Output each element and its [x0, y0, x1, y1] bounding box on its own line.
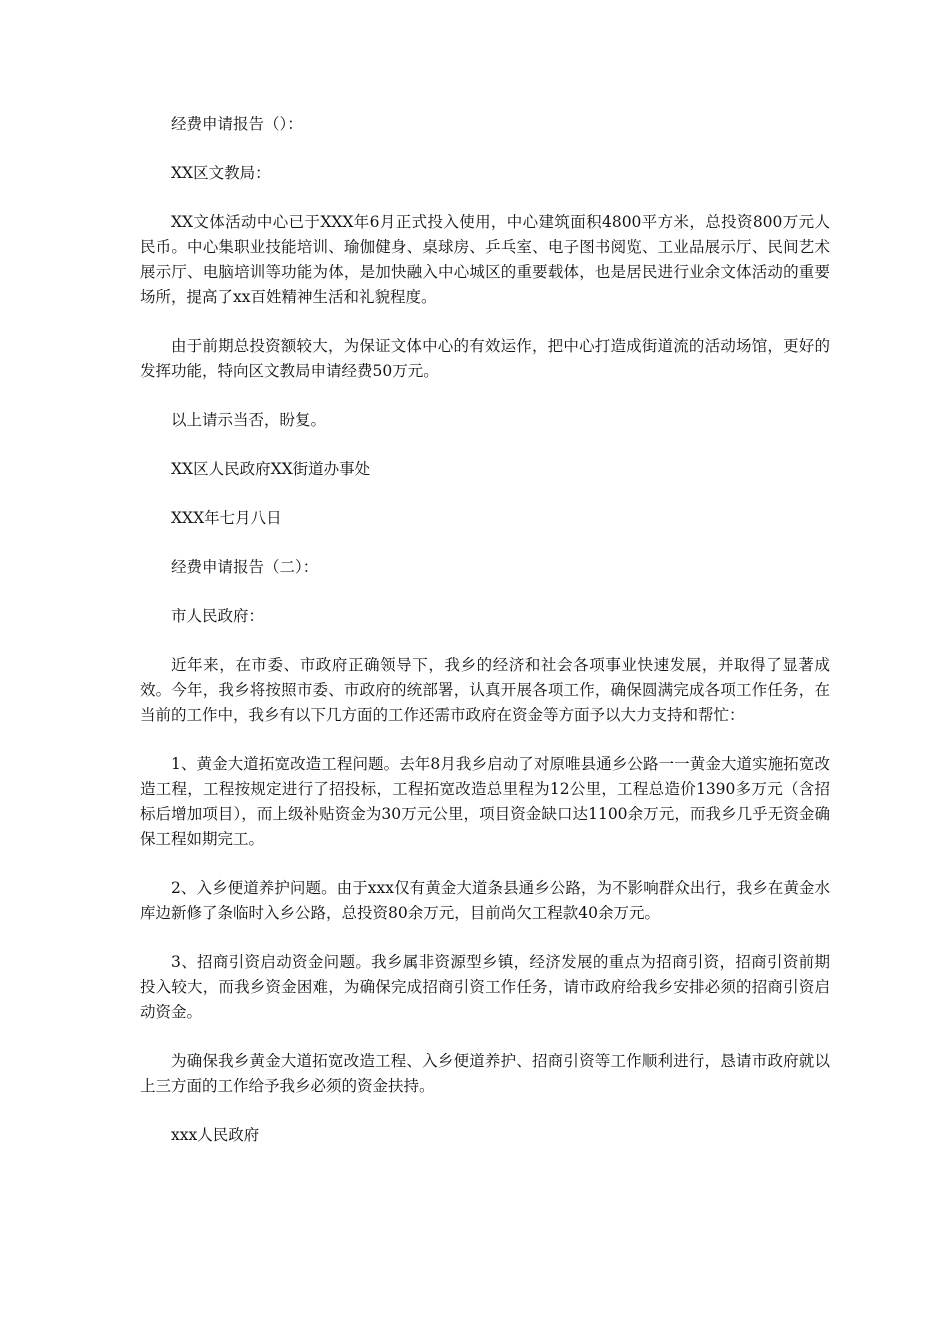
report-one-body-paragraph: 由于前期总投资额较大，为保证文体中心的有效运作，把中心打造成街道流的活动场馆，更好的发挥功能，特向区文教局申请经费50万元。 [140, 337, 830, 380]
report-one-closing: 以上请示当否，盼复。 [171, 411, 327, 429]
report-two-item-one: 1、黄金大道拓宽改造工程问题。去年8月我乡启动了对原唯县通乡公路一一黄金大道实施拓宽改造工程，工程按规定进行了招投标，工程拓宽改造总里程为12公里，工程总造价1390多万元（含招标后增加项目），而上级补贴资金为30万元公里，项目资金缺口达1100余万元，而我乡几乎无资金确保工程如期完工。 [140, 755, 830, 848]
report-one-sender: XX区人民政府XX街道办事处 [171, 460, 371, 478]
document-body [140, 112, 830, 1172]
report-one-recipient: XX区文教局： [171, 164, 271, 182]
report-two-item-three: 3、招商引资启动资金问题。我乡属非资源型乡镇，经济发展的重点为招商引资，招商引资前期投入较大，而我乡资金困难，为确保完成招商引资工作任务，请市政府给我乡安排必须的招商引资启动资金。 [140, 953, 830, 1021]
report-two-recipient: 市人民政府： [171, 607, 265, 625]
report-two-body-paragraph: 近年来，在市委、市政府正确领导下，我乡的经济和社会各项事业快速发展，并取得了显著成效。今年，我乡将按照市委、市政府的统部署，认真开展各项工作，确保圆满完成各项工作任务，在当前的工作中，我乡有以下几方面的工作还需市政府在资金等方面予以大力支持和帮忙： [140, 656, 830, 724]
report-one-title: 经费申请报告（）： [171, 115, 303, 133]
report-two-summary: 为确保我乡黄金大道拓宽改造工程、入乡便道养护、招商引资等工作顺利进行，恳请市政府就以上三方面的工作给予我乡必须的资金扶持。 [140, 1052, 830, 1095]
report-two-title: 经费申请报告（二）： [171, 558, 319, 576]
report-two-sender: xxx人民政府 [171, 1126, 260, 1144]
report-one-body-paragraph: XX文体活动中心已于XXX年6月正式投入使用，中心建筑面积4800平方米，总投资800万元人民币。中心集职业技能培训、瑜伽健身、桌球房、乒乓室、电子图书阅览、工业品展示厅、民间艺术展示厅、电脑培训等功能为体，是加快融入中心城区的重要载体，也是居民进行业余文体活动的重要场所，提高了xx百姓精神生活和礼貌程度。 [140, 213, 830, 306]
report-one-date: XXX年七月八日 [171, 509, 282, 527]
report-two-item-two: 2、入乡便道养护问题。由于xxx仅有黄金大道条县通乡公路，为不影响群众出行，我乡在黄金水库边新修了条临时入乡公路，总投资80余万元，目前尚欠工程款40余万元。 [140, 879, 830, 922]
